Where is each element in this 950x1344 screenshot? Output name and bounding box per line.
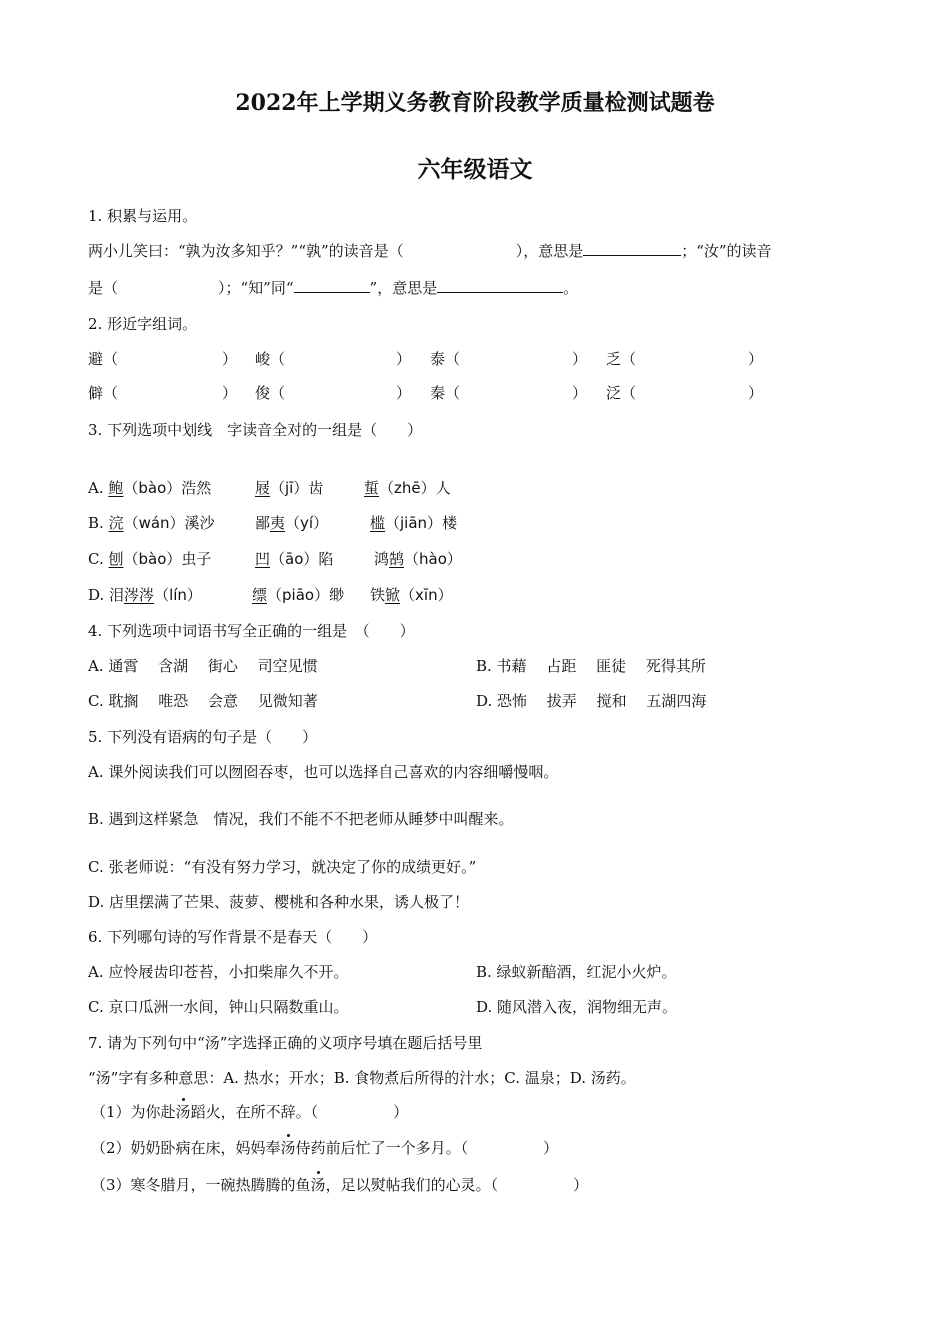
q2-close: ） xyxy=(572,384,588,402)
q5-option-b: B. 遇到这样紧急 情况，我们不能不不把老师从睡梦中叫醒来。 xyxy=(88,810,514,828)
exam-title: 2022年上学期义务教育阶段教学质量检测试题卷 xyxy=(235,90,715,116)
q1-heading: 1. 积累与运用。 xyxy=(88,207,198,225)
q4-option-a: A. 通霄 含湖 街心 司空见惯 xyxy=(88,657,318,675)
q2-item: 泛（ xyxy=(606,384,637,402)
q7-sentence-3: （3）寒冬腊月，一碗热腾腾的鱼汤，足以熨帖我们的心灵。（ ） xyxy=(91,1176,589,1194)
q2-close: ） xyxy=(396,384,412,402)
q2-close: ） xyxy=(396,350,412,368)
q3-option-c-3: 鸿鹄（hào） xyxy=(374,550,462,568)
q3-option-d: D. 泪涔涔（lín） xyxy=(88,586,202,604)
q7-sentence-2: （2）奶奶卧病在床，妈妈奉汤侍药前后忙了一个多月。（ ） xyxy=(91,1139,559,1157)
q3-option-d-2: 缥（piāo）缈 xyxy=(252,586,345,604)
q2-item: 僻（ xyxy=(88,384,119,402)
q2-close: ） xyxy=(748,350,764,368)
q2-heading: 2. 形近字组词。 xyxy=(88,315,198,333)
q6-heading: 6. 下列哪句诗的写作背景不是春天（ ） xyxy=(88,928,378,946)
q3-option-c-2: 凹（āo）陷 xyxy=(255,550,334,568)
q4-heading: 4. 下列选项中词语书写全正确的一组是 （ ） xyxy=(88,622,415,640)
q1-line1: 两小儿笑曰：“孰为汝多知乎？”“孰”的读音是（ ），意思是 ；“汝”的读音 xyxy=(88,242,772,260)
q2-item: 避（ xyxy=(88,350,119,368)
q5-option-d: D. 店里摆满了芒果、菠萝、樱桃和各种水果，诱人极了！ xyxy=(88,893,470,911)
answer-blank[interactable] xyxy=(294,278,370,293)
q3-option-a-2: 屐（jī）齿 xyxy=(255,479,324,497)
q6-option-d: D. 随风潜入夜，润物细无声。 xyxy=(476,998,678,1016)
q1-line2: 是（ ）；“知”同“ ”，意思是 。 xyxy=(88,279,579,297)
q2-close: ） xyxy=(572,350,588,368)
q3-option-a-3: 蜇（zhē）人 xyxy=(364,479,451,497)
q3-option-d-3: 铁锨（xīn） xyxy=(370,586,453,604)
q4-option-c: C. 耽搁 唯恐 会意 见微知著 xyxy=(88,692,318,710)
q3-option-b-3: 槛（jiān）楼 xyxy=(370,514,458,532)
q4-option-b: B. 书藉 占距 匪徒 死得其所 xyxy=(476,657,706,675)
q3-option-b-2: 鄙夷（yí） xyxy=(255,514,329,532)
exam-subtitle: 六年级语文 xyxy=(417,156,533,183)
q4-option-d: D. 恐怖 拔弄 搅和 五湖四海 xyxy=(476,692,707,710)
q6-option-a: A. 应怜屐齿印苍苔，小扣柴扉久不开。 xyxy=(88,963,349,981)
q2-close: ） xyxy=(748,384,764,402)
q6-option-b: B. 绿蚁新醅酒，红泥小火炉。 xyxy=(476,963,677,981)
q3-option-c: C. 刨（bào）虫子 xyxy=(88,550,212,568)
q2-item: 泰（ xyxy=(430,350,461,368)
answer-blank[interactable] xyxy=(437,278,563,293)
q7-heading: 7. 请为下列句中“汤”字选择正确的义项序号填在题后括号里 xyxy=(88,1034,483,1052)
q2-item: 峻（ xyxy=(255,350,286,368)
q6-option-c: C. 京口瓜洲一水间，钟山只隔数重山。 xyxy=(88,998,349,1016)
q3-option-b: B. 浣（wán）溪沙 xyxy=(88,514,215,532)
q2-close: ） xyxy=(222,350,238,368)
q5-heading: 5. 下列没有语病的句子是（ ） xyxy=(88,728,318,746)
q3-heading: 3. 下列选项中划线 字读音全对的一组是（ ） xyxy=(88,421,423,439)
answer-blank[interactable] xyxy=(583,241,681,256)
q2-item: 俊（ xyxy=(255,384,286,402)
q2-close: ） xyxy=(222,384,238,402)
q5-option-a: A. 课外阅读我们可以囫囵吞枣，也可以选择自己喜欢的内容细嚼慢咽。 xyxy=(88,763,559,781)
q2-item: 秦（ xyxy=(430,384,461,402)
q5-option-c: C. 张老师说：“有没有努力学习，就决定了你的成绩更好。” xyxy=(88,858,477,876)
q2-item: 乏（ xyxy=(606,350,637,368)
q7-meanings: “汤”字有多种意思：A. 热水；开水；B. 食物煮后所得的汁水；C. 温泉；D. 汤药。 xyxy=(88,1069,636,1087)
q7-sentence-1: （1）为你赴汤蹈火，在所不辞。（ ） xyxy=(91,1103,409,1121)
q3-option-a: A. 鲍（bào）浩然 xyxy=(88,479,212,497)
